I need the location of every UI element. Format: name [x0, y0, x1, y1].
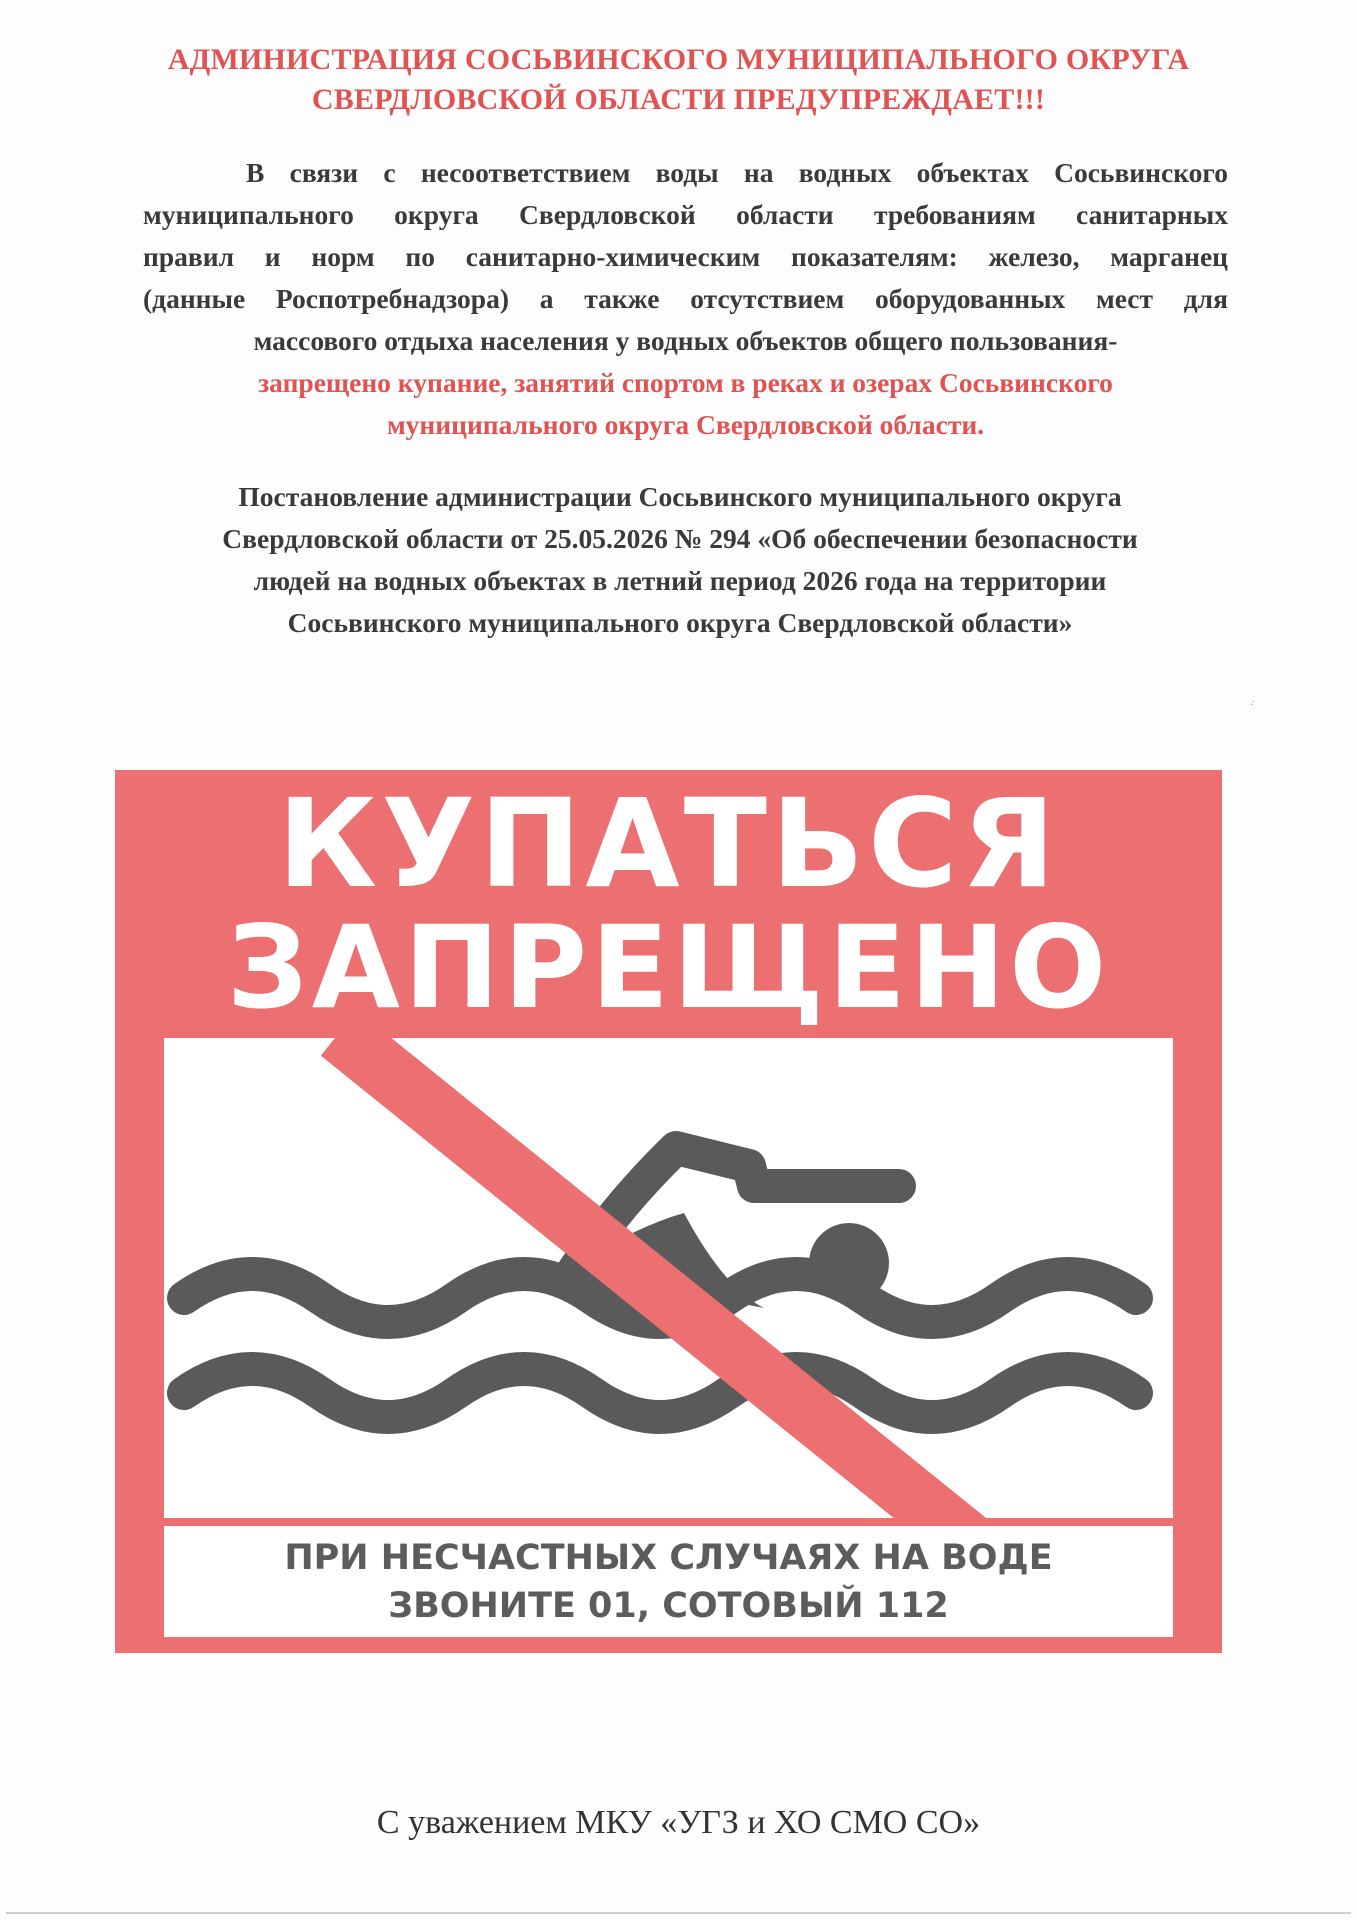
wave-lower: [184, 1369, 1136, 1417]
notice-line-4: (данные Роспотребнадзора) а также отсутствием оборудованных мест для: [143, 283, 1228, 314]
header-line-2: СВЕРДЛОВСКОЙ ОБЛАСТИ ПРЕДУПРЕЖДАЕТ!!!: [311, 83, 1046, 116]
notice-paragraph: [143, 152, 1228, 446]
decree-line-4: Сосьвинского муниципального округа Свердловской области»: [287, 607, 1073, 638]
notice-line-2: муниципального округа Свердловской области требованиям санитарных: [143, 199, 1228, 230]
emergency-panel: [164, 1526, 1173, 1637]
no-swimming-icon: [164, 1038, 1173, 1518]
prohibition-line-1: запрещено купание, занятий спортом в реках и озерах Сосьвинского: [258, 367, 1113, 398]
swimmer-head: [809, 1223, 889, 1303]
sign-title-line-2: ЗАПРЕЩЕНО: [226, 901, 1111, 1034]
pictogram-panel: [164, 1038, 1173, 1518]
notice-line-3: правил и норм по санитарно-химическим показателям: железо, марганец: [143, 241, 1228, 272]
prohibition-line-2: муниципального округа Свердловской области.: [386, 409, 985, 440]
decree-line-2: Свердловской области от 25.05.2026 № 294 «Об обеспечении безопасности: [222, 523, 1138, 554]
decree-line-3: людей на водных объектах в летний период 2026 года на территории: [253, 565, 1107, 596]
notice-line-1: В связи с несоответствием воды на водных объектах Сосьвинского: [246, 157, 1228, 188]
scan-edge-line: [6, 1912, 1351, 1914]
signature-line: С уважением МКУ «УГЗ и ХО СМО СО»: [376, 1804, 981, 1841]
no-swimming-sign: [115, 770, 1222, 1653]
decree-line-1: Постановление администрации Сосьвинского муниципального округа: [238, 481, 1122, 512]
emergency-line-1: ПРИ НЕСЧАСТНЫХ СЛУЧАЯХ НА ВОДЕ: [284, 1538, 1053, 1578]
sign-title-line-1: КУПАТЬСЯ: [277, 773, 1060, 915]
warning-header: [0, 40, 1357, 120]
scan-speck: ·̇: [1250, 700, 1254, 711]
emergency-line-2: ЗВОНИТЕ 01, СОТОВЫЙ 112: [388, 1586, 949, 1626]
header-line-1: АДМИНИСТРАЦИЯ СОСЬВИНСКОГО МУНИЦИПАЛЬНОГО ОКРУГА: [167, 43, 1190, 76]
decree-reference: [120, 476, 1240, 644]
notice-line-5: массового отдыха населения у водных объектов общего пользования-: [253, 325, 1118, 356]
